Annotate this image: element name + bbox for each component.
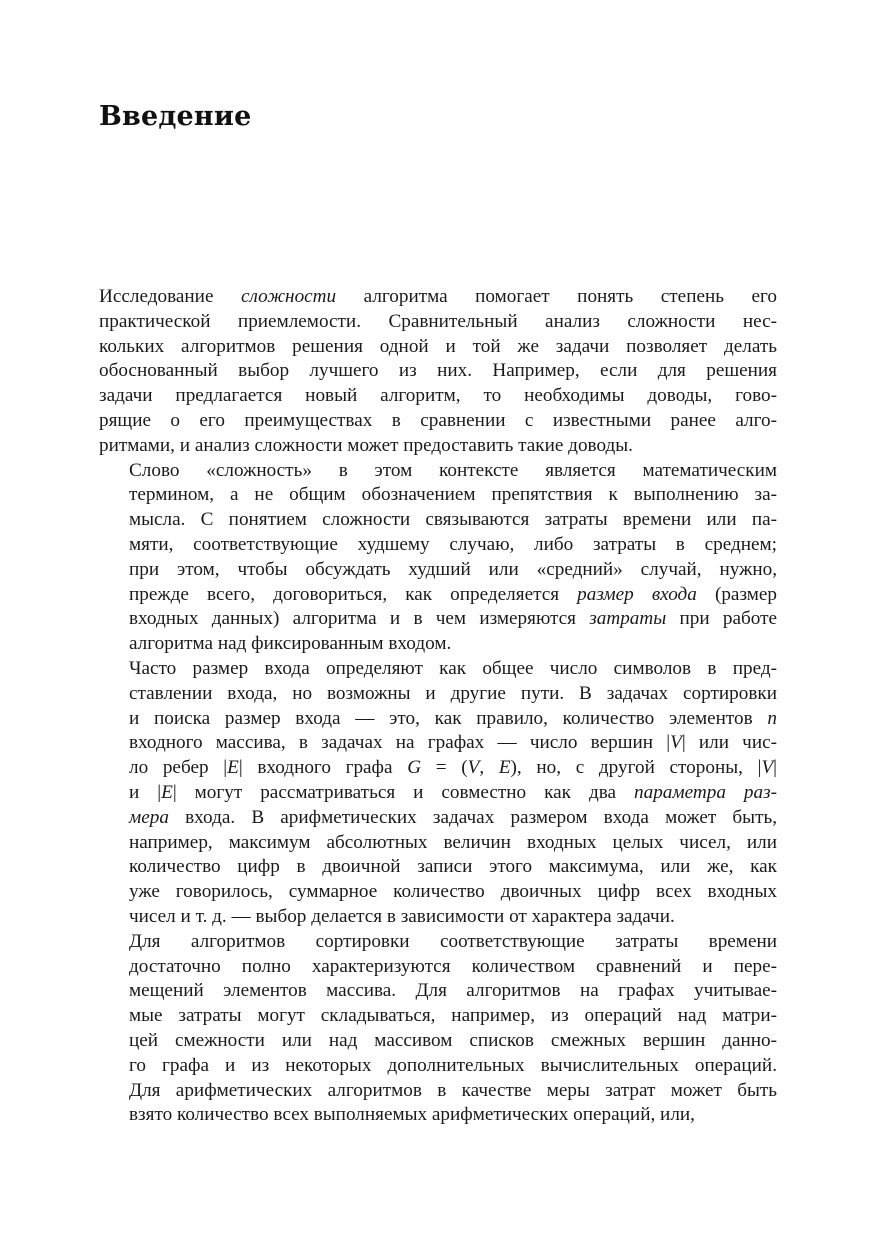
text-line xyxy=(99,979,777,1004)
text-line xyxy=(99,607,777,632)
text-line xyxy=(99,955,777,980)
text-line xyxy=(99,657,777,682)
emphasis-text: V xyxy=(761,757,774,779)
text-line xyxy=(99,1079,777,1104)
chapter-title: Введение xyxy=(99,101,252,132)
text-run: входных данных) алгоритма и в чем измеряются xyxy=(129,608,590,630)
text-run: | входного графа xyxy=(238,757,408,779)
text-run: задачи предлагается новый алгоритм, то необходимы доводы, гово- xyxy=(99,385,777,407)
text-line xyxy=(99,806,777,831)
text-run: обоснованный выбор лучшего из них. Например, если для решения xyxy=(99,360,777,382)
text-run: Для арифметических алгоритмов в качестве меры затрат может быть xyxy=(129,1079,777,1101)
text-run: (размер xyxy=(696,583,778,605)
text-run: мяти, соответствующие худшему случаю, либо затраты в среднем; xyxy=(129,533,777,555)
text-line xyxy=(99,409,777,434)
text-line xyxy=(99,1103,777,1128)
emphasis-text: мера xyxy=(129,806,169,828)
text-line xyxy=(99,707,777,732)
text-line xyxy=(99,731,777,756)
text-line xyxy=(99,781,777,806)
text-run: кольких алгоритмов решения одной и той же задачи позволяет делать xyxy=(99,335,777,357)
text-line xyxy=(99,1054,777,1079)
text-run: ставлении входа, но возможны и другие пути. В задачах сортировки xyxy=(129,682,777,704)
text-line xyxy=(99,359,777,384)
text-run: например, максимум абсолютных величин входных целых чисел, или xyxy=(129,831,777,853)
text-run: = ( xyxy=(421,757,468,779)
text-run: го графа и из некоторых дополнительных вычислительных операций. xyxy=(129,1054,777,1076)
text-run: уже говорилось, суммарное количество двоичных цифр всех входных xyxy=(129,881,777,903)
text-run: ритмами, и анализ сложности может предоставить такие доводы. xyxy=(99,434,633,456)
text-run: Часто размер входа определяют как общее число символов в пред- xyxy=(129,657,777,679)
text-line xyxy=(99,682,777,707)
paragraph-2 xyxy=(99,459,777,657)
text-line xyxy=(99,583,777,608)
text-run: ), но, с другой стороны, | xyxy=(510,757,762,779)
text-run: термином, а не общим обозначением препятствия к выполнению за- xyxy=(129,484,777,506)
text-run: и поиска размер входа — это, как правило, количество элементов xyxy=(129,707,768,729)
text-run: взято количество всех выполняемых арифметических операций, или, xyxy=(129,1104,695,1126)
text-run: , xyxy=(479,757,499,779)
emphasis-text: сложности xyxy=(240,286,337,307)
paragraph-3 xyxy=(99,657,777,930)
emphasis-text: размер входа xyxy=(577,583,697,605)
text-run: цей смежности или над массивом списков смежных вершин данно- xyxy=(129,1029,777,1051)
text-run: Исследование xyxy=(99,286,241,307)
text-run: | могут рассматриваться и совместно как два xyxy=(172,781,635,803)
text-run: мысла. С понятием сложности связываются затраты времени или па- xyxy=(129,509,777,531)
text-run: при работе xyxy=(666,608,777,630)
emphasis-text: V xyxy=(467,757,480,779)
emphasis-text: G xyxy=(407,757,422,779)
text-line xyxy=(99,756,777,781)
text-run: | или чис- xyxy=(681,732,777,754)
text-line xyxy=(99,483,777,508)
emphasis-text: E xyxy=(498,757,511,779)
text-run: при этом, чтобы обсуждать худший или «средний» случай, нужно, xyxy=(129,558,777,580)
text-run: алгоритма над фиксированным входом. xyxy=(129,633,452,655)
text-run: мещений элементов массива. Для алгоритмов на графах учитывае- xyxy=(129,980,777,1002)
emphasis-text: параметра раз- xyxy=(634,781,777,803)
text-line xyxy=(99,335,777,360)
text-line xyxy=(99,434,777,459)
text-line xyxy=(99,880,777,905)
emphasis-text: E xyxy=(227,757,239,779)
text-run: рящие о его преимуществах в сравнении с известными ранее алго- xyxy=(99,409,777,431)
text-line xyxy=(99,558,777,583)
emphasis-text: затраты xyxy=(589,608,667,630)
text-run: чисел и т. д. — выбор делается в зависимости от характера задачи. xyxy=(129,905,675,927)
text-line xyxy=(99,930,777,955)
text-line xyxy=(99,384,777,409)
paragraph-4 xyxy=(99,930,777,1128)
text-line xyxy=(99,831,777,856)
text-line xyxy=(99,905,777,930)
text-line xyxy=(99,1029,777,1054)
text-line xyxy=(99,508,777,533)
text-line xyxy=(99,285,777,310)
text-run: | xyxy=(773,757,778,779)
emphasis-text: V xyxy=(670,732,682,754)
text-line xyxy=(99,632,777,657)
chapter-body xyxy=(99,285,777,1128)
text-run: и | xyxy=(129,781,162,803)
paragraph-1 xyxy=(99,285,777,459)
text-line xyxy=(99,855,777,880)
text-run: прежде всего, договориться, как определяется xyxy=(129,583,578,605)
text-run: Для алгоритмов сортировки соответствующие затраты времени xyxy=(129,930,777,952)
text-run: практической приемлемости. Сравнительный анализ сложности нес- xyxy=(99,310,777,332)
text-line xyxy=(99,1004,777,1029)
text-line xyxy=(99,533,777,558)
text-run: входного массива, в задачах на графах — число вершин | xyxy=(129,732,671,754)
emphasis-text: E xyxy=(161,781,173,803)
text-run: Слово «сложность» в этом контексте является математическим xyxy=(129,459,777,481)
text-run: входа. В арифметических задачах размером входа может быть, xyxy=(168,806,777,828)
text-line xyxy=(99,459,777,484)
text-run: количество цифр в двоичной записи этого максимума, или же, как xyxy=(129,856,777,878)
text-run: мые затраты могут складываться, например, из операций над матри- xyxy=(129,1005,777,1027)
text-line xyxy=(99,310,777,335)
text-run: алгоритма помогает понять степень его xyxy=(336,286,777,307)
text-run: ло ребер | xyxy=(129,757,228,779)
text-run: достаточно полно характеризуются количеством сравнений и пере- xyxy=(129,955,777,977)
emphasis-text: n xyxy=(767,707,777,729)
